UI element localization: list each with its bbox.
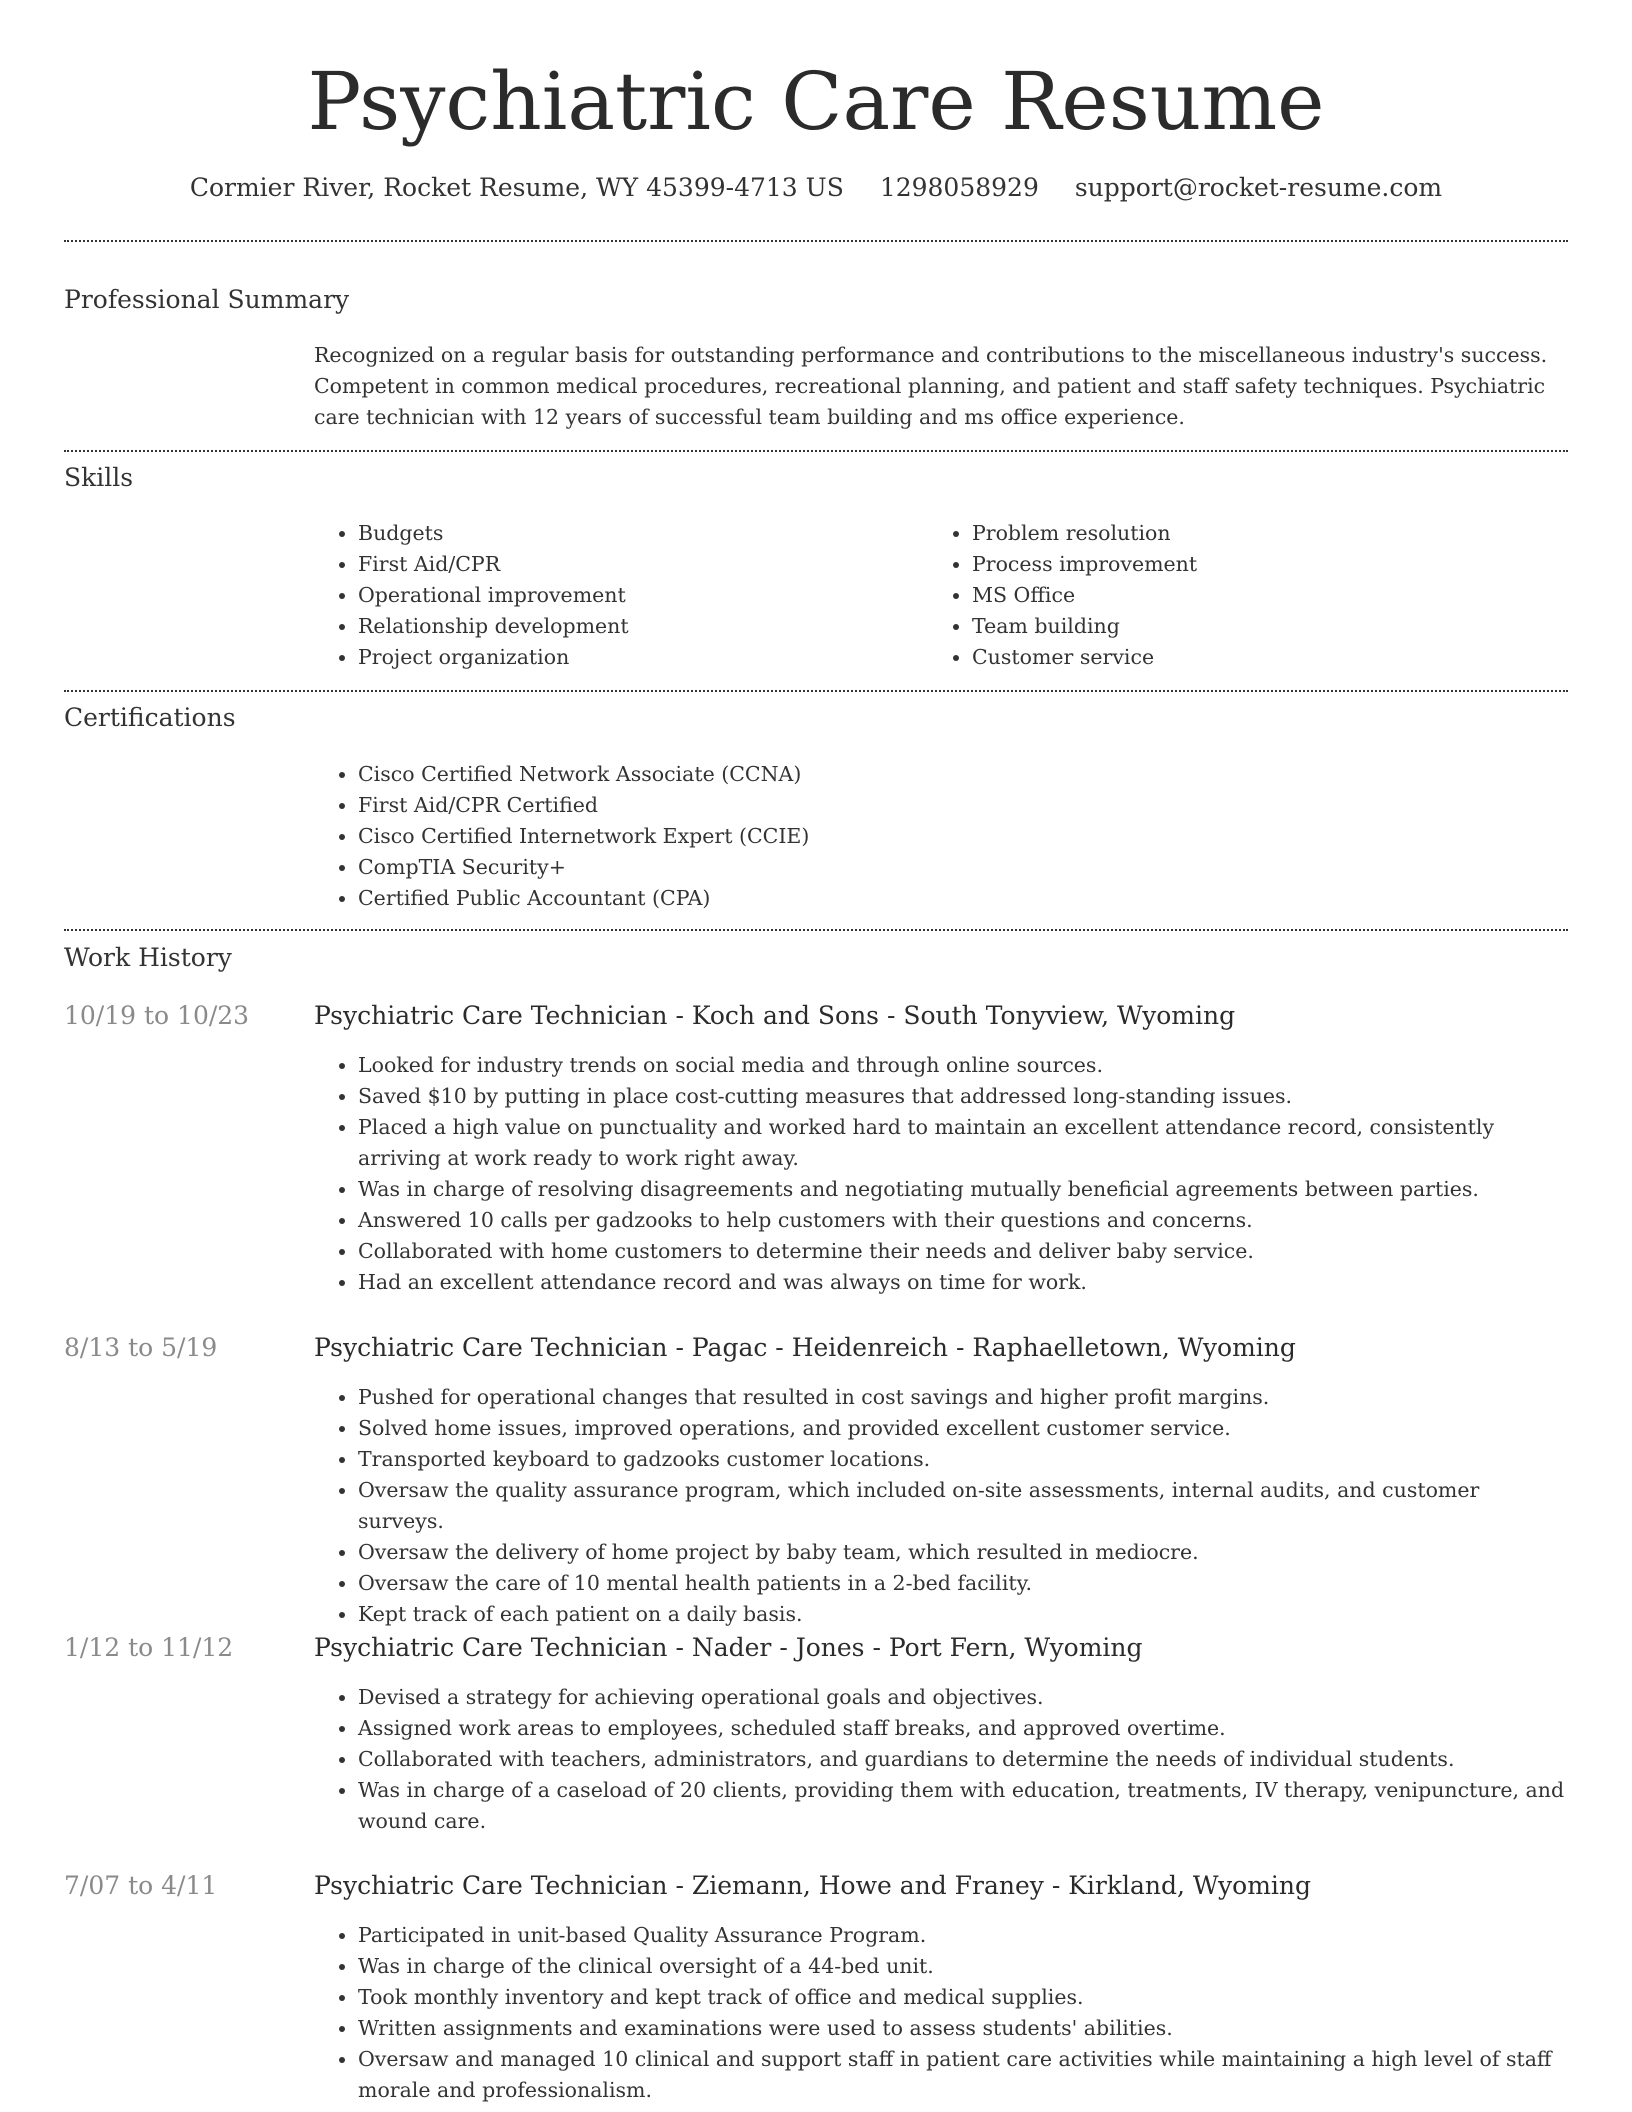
job-dates: 10/19 to 10/23 [64, 1001, 250, 1030]
duty-item: • Participated in unit-based Quality Assurance Program. [358, 1920, 1568, 1951]
duty-item: • Took monthly inventory and kept track of office and medical supplies. [358, 1982, 1568, 2013]
duty-item: • Saved $10 by putting in place cost-cutting measures that addressed long-standing issues. [358, 1081, 1568, 1112]
skill-item: • Process improvement [972, 549, 1528, 580]
summary-text: Recognized on a regular basis for outstanding performance and contributions to the miscellaneous industry's success. Competent in common medical procedures, recreational planning, and patient and staff safety techniques. Psychiatric care technician with 12 years of successful team building and ms office experience. [314, 343, 1548, 429]
duty-item: • Was in charge of resolving disagreements and negotiating mutually beneficial agreements between parties. [358, 1174, 1568, 1205]
certification-item: • First Aid/CPR Certified [358, 790, 1514, 821]
duty-item: • Transported keyboard to gadzooks customer locations. [358, 1444, 1568, 1475]
section-divider [64, 690, 1568, 692]
duty-item: • Solved home issues, improved operations, and provided excellent customer service. [358, 1413, 1568, 1444]
job-title: Psychiatric Care Technician - Koch and Sons - South Tonyview, Wyoming [314, 1001, 1236, 1030]
duty-item: • Was in charge of a caseload of 20 clients, providing them with education, treatments, IV therapy, venipuncture, and wound care. [358, 1775, 1568, 1837]
duty-item: • Collaborated with home customers to determine their needs and deliver baby service. [358, 1236, 1568, 1267]
skill-item: • Team building [972, 611, 1528, 642]
skills-list-right [928, 518, 1528, 673]
summary-heading: Professional Summary [64, 285, 350, 314]
skill-item: • Project organization [358, 642, 914, 673]
job-duties [314, 1050, 1568, 1298]
duty-item: • Devised a strategy for achieving operational goals and objectives. [358, 1682, 1568, 1713]
section-divider [64, 450, 1568, 452]
phone: 1298058929 [879, 173, 1039, 202]
duty-item: • Answered 10 calls per gadzooks to help customers with their questions and concerns. [358, 1205, 1568, 1236]
email-link[interactable]: support@rocket-resume.com [1074, 173, 1443, 202]
certification-item: • Certified Public Accountant (CPA) [358, 883, 1514, 914]
duty-item: • Collaborated with teachers, administrators, and guardians to determine the needs of individual students. [358, 1744, 1568, 1775]
job-title: Psychiatric Care Technician - Ziemann, Howe and Franey - Kirkland, Wyoming [314, 1871, 1312, 1900]
duty-item: • Oversaw the delivery of home project by baby team, which resulted in mediocre. [358, 1537, 1568, 1568]
duty-item: • Had an excellent attendance record and was always on time for work. [358, 1267, 1568, 1298]
skill-item: • Budgets [358, 518, 914, 549]
certification-item: • CompTIA Security+ [358, 852, 1514, 883]
duty-item: • Oversaw and managed 10 clinical and support staff in patient care activities while maintaining a high level of staff morale and professionalism. [358, 2044, 1568, 2106]
duty-item: • Assigned work areas to employees, scheduled staff breaks, and approved overtime. [358, 1713, 1568, 1744]
job-dates: 1/12 to 11/12 [64, 1633, 234, 1662]
skill-item: • MS Office [972, 580, 1528, 611]
job-title: Psychiatric Care Technician - Nader - Jones - Port Fern, Wyoming [314, 1633, 1143, 1662]
duty-item: • Looked for industry trends on social media and through online sources. [358, 1050, 1568, 1081]
duty-item: • Was in charge of the clinical oversight of a 44-bed unit. [358, 1951, 1568, 1982]
duty-item: • Placed a high value on punctuality and worked hard to maintain an excellent attendance record, consistently arriving at work ready to work right away. [358, 1112, 1568, 1174]
duty-item: • Written assignments and examinations were used to assess students' abilities. [358, 2013, 1568, 2044]
duty-item: • Kept track of each patient on a daily basis. [358, 1599, 1568, 1630]
work-history-heading: Work History [64, 943, 232, 972]
job-title: Psychiatric Care Technician - Pagac - Heidenreich - Raphaelletown, Wyoming [314, 1333, 1296, 1362]
skills-list-left [314, 518, 914, 673]
skill-item: • Problem resolution [972, 518, 1528, 549]
skill-item: • First Aid/CPR [358, 549, 914, 580]
section-divider [64, 240, 1568, 242]
job-duties [314, 1682, 1568, 1837]
skill-item: • Relationship development [358, 611, 914, 642]
skills-heading: Skills [64, 463, 134, 492]
duty-item: • Pushed for operational changes that resulted in cost savings and higher profit margins. [358, 1382, 1568, 1413]
job-duties [314, 1920, 1568, 2106]
job-duties [314, 1382, 1568, 1630]
certification-item: • Cisco Certified Internetwork Expert (CCIE) [358, 821, 1514, 852]
certifications-heading: Certifications [64, 703, 236, 732]
job-dates: 7/07 to 4/11 [64, 1871, 218, 1900]
certification-item: • Cisco Certified Network Associate (CCNA) [358, 759, 1514, 790]
address: Cormier River, Rocket Resume, WY 45399-4713 US [189, 173, 844, 202]
job-dates: 8/13 to 5/19 [64, 1333, 218, 1362]
contact-line [0, 170, 1632, 206]
resume-title: Psychiatric Care Resume [307, 55, 1325, 148]
duty-item: • Oversaw the quality assurance program, which included on-site assessments, internal audits, and customer surveys. [358, 1475, 1568, 1537]
certifications-list [314, 759, 1514, 914]
skill-item: • Customer service [972, 642, 1528, 673]
section-divider [64, 929, 1568, 931]
duty-item: • Oversaw the care of 10 mental health patients in a 2-bed facility. [358, 1568, 1568, 1599]
skill-item: • Operational improvement [358, 580, 914, 611]
